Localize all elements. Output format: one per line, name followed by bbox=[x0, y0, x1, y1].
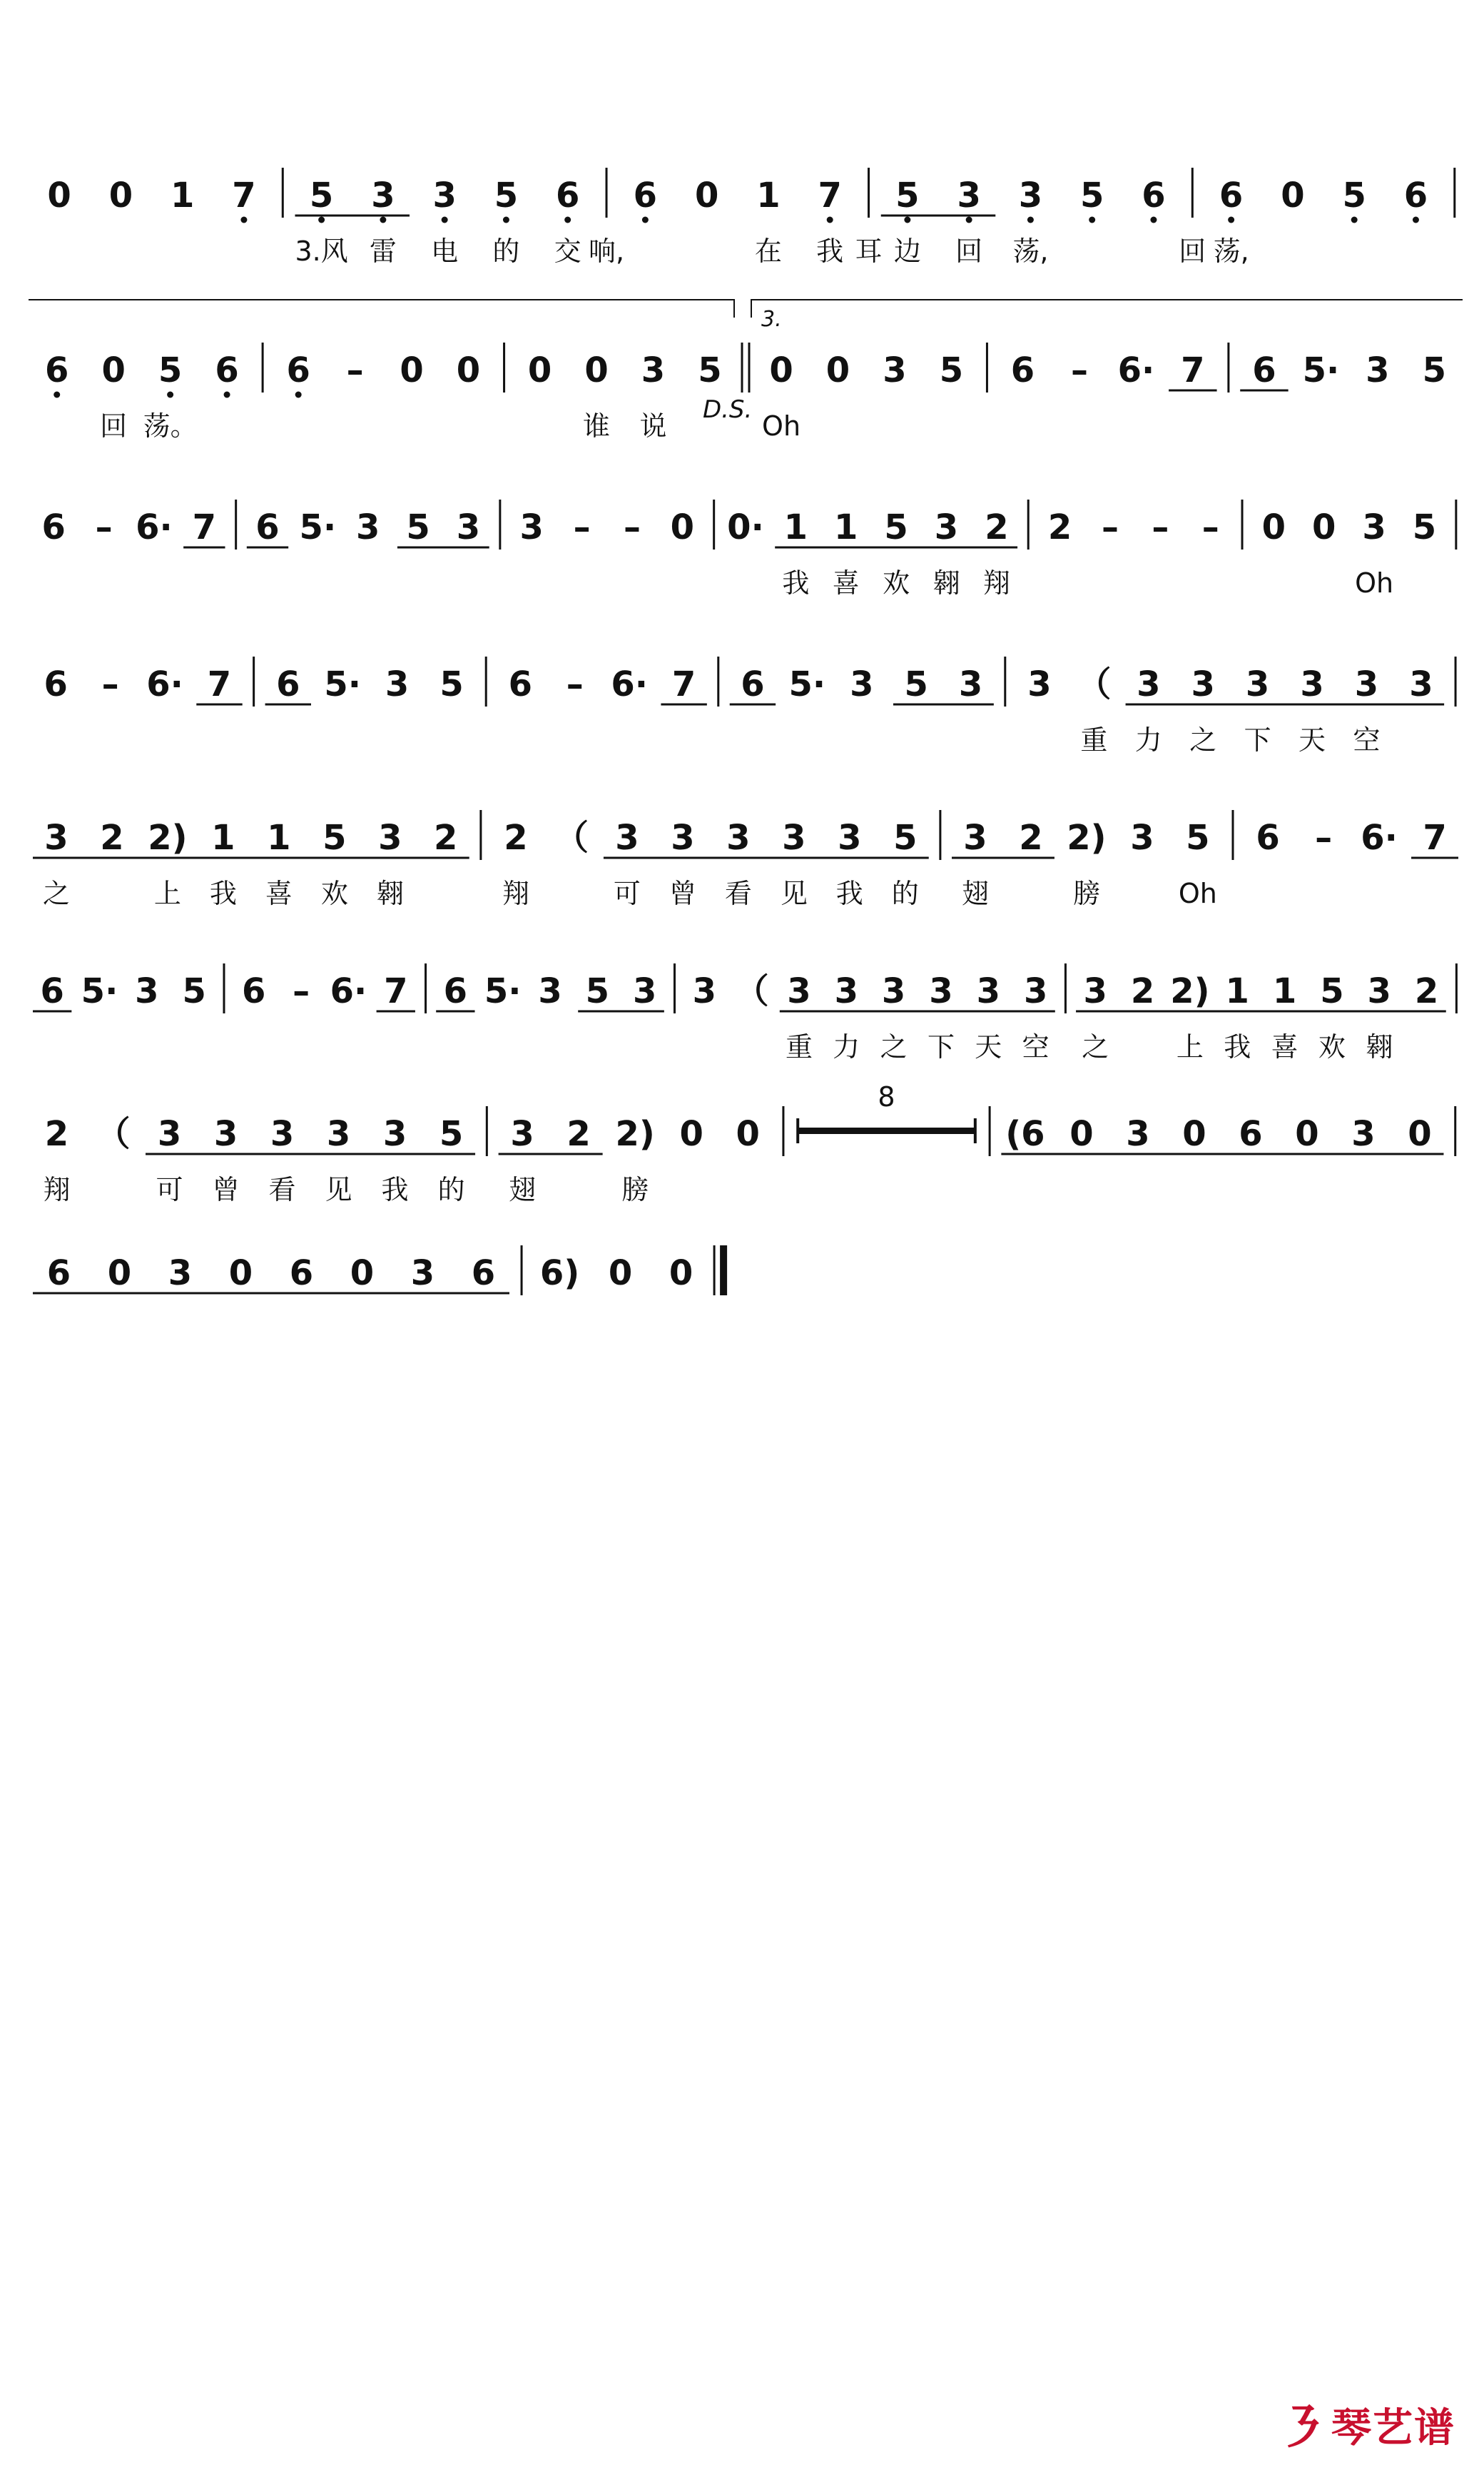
lyric: Oh bbox=[1355, 567, 1394, 599]
lyric: 荡, bbox=[1213, 236, 1249, 267]
note: – bbox=[293, 971, 310, 1011]
note: 0 bbox=[736, 1114, 760, 1154]
lyric: 喜 bbox=[1271, 1031, 1298, 1063]
low-octave-dot bbox=[54, 392, 60, 398]
note: 0 bbox=[1408, 1114, 1432, 1154]
note: 2 bbox=[100, 818, 124, 858]
note: 7 bbox=[192, 507, 217, 547]
note: 3 bbox=[963, 818, 987, 858]
note: 6 bbox=[1403, 176, 1428, 216]
lyric: 我 bbox=[782, 567, 810, 599]
lyric: 回 bbox=[955, 236, 983, 267]
multi-measure-rest-count: 8 bbox=[878, 1081, 895, 1113]
note: 5 bbox=[182, 971, 206, 1011]
lyric: 耳 bbox=[855, 236, 883, 267]
note: 3 bbox=[883, 350, 907, 390]
note: 6 bbox=[45, 350, 69, 390]
note: 6· bbox=[146, 664, 183, 704]
note: 0 bbox=[108, 176, 133, 216]
note: 6 bbox=[255, 507, 280, 547]
note: 1 bbox=[756, 176, 781, 216]
logo-text: 琴艺谱 bbox=[1331, 2405, 1455, 2451]
note: （ bbox=[554, 818, 589, 858]
low-octave-dot bbox=[240, 217, 247, 223]
note: 3 bbox=[1126, 1114, 1150, 1154]
note: 5 bbox=[939, 350, 964, 390]
note: （ bbox=[734, 971, 769, 1011]
note: 6 bbox=[215, 350, 239, 390]
lyric: 3.风 bbox=[295, 236, 348, 267]
lyric: 的 bbox=[437, 1174, 465, 1205]
low-octave-dot bbox=[1351, 217, 1358, 223]
note: 1 bbox=[211, 818, 235, 858]
lyric: 翔 bbox=[43, 1174, 71, 1205]
note: 6 bbox=[741, 664, 765, 704]
note: 2) bbox=[1067, 818, 1107, 858]
note: 6 bbox=[40, 971, 64, 1011]
note: 7 bbox=[232, 176, 256, 216]
low-octave-dot bbox=[1413, 217, 1419, 223]
note: 1 bbox=[170, 176, 195, 216]
note: – bbox=[623, 507, 641, 547]
lyric: 之 bbox=[1189, 724, 1217, 756]
note: 3 bbox=[456, 507, 481, 547]
lyric: 下 bbox=[927, 1031, 955, 1063]
note: 3 bbox=[519, 507, 544, 547]
low-octave-dot bbox=[904, 217, 910, 223]
note: 5 bbox=[494, 176, 519, 216]
note: 1 bbox=[267, 818, 291, 858]
note: 3 bbox=[671, 818, 695, 858]
note: （ bbox=[96, 1114, 131, 1154]
lyric: 我 bbox=[381, 1174, 409, 1205]
note: 5 bbox=[406, 507, 430, 547]
note: 3 bbox=[1354, 664, 1379, 704]
lyric: 下 bbox=[1244, 724, 1271, 756]
note: 0 bbox=[1295, 1114, 1319, 1154]
lyric: 空 bbox=[1353, 724, 1381, 756]
note: 6 bbox=[1142, 176, 1166, 216]
note: 5· bbox=[299, 507, 337, 547]
note: 3 bbox=[1409, 664, 1433, 704]
lyric: 欢 bbox=[320, 878, 348, 909]
note: 3 bbox=[385, 664, 410, 704]
lyric: 上 bbox=[1176, 1031, 1204, 1063]
lyric: 可 bbox=[156, 1174, 183, 1205]
note: 3 bbox=[1027, 664, 1052, 704]
note: 3 bbox=[1130, 818, 1154, 858]
note: 2 bbox=[985, 507, 1009, 547]
lyric: Oh bbox=[762, 410, 801, 442]
note: 5· bbox=[324, 664, 362, 704]
note: 0 bbox=[400, 350, 424, 390]
note: 6 bbox=[289, 1253, 314, 1293]
note: 0 bbox=[769, 350, 793, 390]
lyric: 天 bbox=[1298, 724, 1326, 756]
note: 6 bbox=[242, 971, 266, 1011]
note: 1 bbox=[783, 507, 808, 547]
note: 0 bbox=[825, 350, 850, 390]
note: 5 bbox=[585, 971, 610, 1011]
note: 2) bbox=[615, 1114, 655, 1154]
note: 3 bbox=[1245, 664, 1270, 704]
note: 2 bbox=[434, 818, 458, 858]
note: 3 bbox=[934, 507, 959, 547]
note: 5· bbox=[81, 971, 118, 1011]
note: 2 bbox=[1130, 971, 1155, 1011]
low-octave-dot bbox=[318, 217, 325, 223]
note: 3 bbox=[641, 350, 666, 390]
note: 0 bbox=[670, 507, 695, 547]
note: – bbox=[1070, 350, 1088, 390]
lyric: 可 bbox=[613, 878, 641, 909]
note: 5 bbox=[904, 664, 928, 704]
note: 5· bbox=[788, 664, 826, 704]
note: 3 bbox=[510, 1114, 534, 1154]
note: – bbox=[101, 664, 119, 704]
note: – bbox=[566, 664, 584, 704]
lyric: 重 bbox=[785, 1031, 813, 1063]
note: 5 bbox=[439, 664, 464, 704]
low-octave-dot bbox=[295, 392, 302, 398]
lyric: 响, bbox=[588, 236, 625, 267]
note: 0 bbox=[1069, 1114, 1094, 1154]
note: 6 bbox=[1239, 1114, 1263, 1154]
note: 5 bbox=[439, 1114, 464, 1154]
lyric: 欢 bbox=[883, 567, 910, 599]
lyric: 交 bbox=[554, 236, 581, 267]
note: 2) bbox=[148, 818, 188, 858]
note: 5 bbox=[895, 176, 920, 216]
lyric: 翅 bbox=[961, 878, 990, 909]
volta-first-ending bbox=[29, 300, 734, 318]
ds-mark: D.S. bbox=[702, 395, 753, 424]
note: 0 bbox=[584, 350, 609, 390]
lyric: 荡, bbox=[1012, 236, 1049, 267]
note: 3 bbox=[135, 971, 159, 1011]
low-octave-dot bbox=[827, 217, 833, 223]
lyric: 翅 bbox=[509, 1174, 537, 1205]
lyric: 看 bbox=[724, 878, 752, 909]
note: 6 bbox=[443, 971, 468, 1011]
note: 3 bbox=[787, 971, 811, 1011]
note: 3 bbox=[834, 971, 859, 1011]
volta-label: 3. bbox=[761, 307, 782, 332]
lyric: 回 bbox=[100, 410, 128, 442]
note: 1 bbox=[834, 507, 858, 547]
note: 5 bbox=[1412, 507, 1437, 547]
note: 0 bbox=[456, 350, 481, 390]
low-octave-dot bbox=[1228, 217, 1234, 223]
note: 6 bbox=[286, 350, 310, 390]
note: 3 bbox=[432, 176, 457, 216]
note: 3 bbox=[371, 176, 395, 216]
note: 7 bbox=[1423, 818, 1447, 858]
note: 0 bbox=[107, 1253, 132, 1293]
lyric: 我 bbox=[1224, 1031, 1251, 1063]
note: 0· bbox=[727, 507, 764, 547]
note: 6· bbox=[136, 507, 173, 547]
low-octave-dot bbox=[642, 217, 649, 223]
note: 0 bbox=[47, 176, 71, 216]
lyric: 的 bbox=[492, 236, 520, 267]
note: 3 bbox=[44, 818, 68, 858]
lyric: 在 bbox=[754, 236, 782, 267]
note: 5 bbox=[309, 176, 334, 216]
note: 5 bbox=[884, 507, 908, 547]
note: 3 bbox=[382, 1114, 407, 1154]
note: 6· bbox=[330, 971, 367, 1011]
note: 0 bbox=[1261, 507, 1286, 547]
note: 5 bbox=[1320, 971, 1344, 1011]
note: 3 bbox=[213, 1114, 238, 1154]
note: – bbox=[1101, 507, 1119, 547]
lyric: 欢 bbox=[1318, 1031, 1346, 1063]
note: 2 bbox=[1414, 971, 1439, 1011]
low-octave-dot bbox=[564, 217, 571, 223]
note: 5 bbox=[698, 350, 722, 390]
lyric: 雷 bbox=[369, 236, 397, 267]
note: 3 bbox=[1083, 971, 1107, 1011]
note: 3 bbox=[1362, 507, 1386, 547]
note: 5· bbox=[1302, 350, 1340, 390]
low-octave-dot bbox=[224, 392, 230, 398]
note: 2 bbox=[566, 1114, 591, 1154]
note: 0 bbox=[694, 176, 719, 216]
note: 3 bbox=[782, 818, 806, 858]
multi-measure-rest-bar bbox=[798, 1128, 975, 1134]
note: 0 bbox=[679, 1114, 703, 1154]
qinyipu-logo bbox=[1277, 2399, 1455, 2458]
note: – bbox=[95, 507, 113, 547]
note: 3 bbox=[1367, 971, 1391, 1011]
note: 3 bbox=[692, 971, 716, 1011]
note: 3 bbox=[410, 1253, 435, 1293]
note: 6 bbox=[41, 507, 66, 547]
lyric: 翔 bbox=[982, 567, 1010, 599]
note: 3 bbox=[1191, 664, 1215, 704]
lyric: 见 bbox=[780, 878, 808, 909]
note: 6 bbox=[1252, 350, 1276, 390]
low-octave-dot bbox=[1089, 217, 1095, 223]
note: 6 bbox=[471, 1253, 496, 1293]
note: 3 bbox=[976, 971, 1001, 1011]
note: 6 bbox=[1219, 176, 1244, 216]
note: 2 bbox=[44, 1114, 69, 1154]
lyric: 看 bbox=[268, 1174, 296, 1205]
note: 3 bbox=[356, 507, 380, 547]
lyric: 喜 bbox=[832, 567, 860, 599]
note: 6· bbox=[611, 664, 649, 704]
note: 3 bbox=[326, 1114, 351, 1154]
lyric: 喜 bbox=[265, 878, 293, 909]
lyric: 曾 bbox=[212, 1174, 240, 1205]
note: 3 bbox=[1023, 971, 1048, 1011]
note: 7 bbox=[384, 971, 408, 1011]
lyric: 上 bbox=[153, 878, 181, 909]
note: 0 bbox=[1281, 176, 1305, 216]
note: – bbox=[1152, 507, 1169, 547]
note: 5 bbox=[1342, 176, 1366, 216]
note: 7 bbox=[818, 176, 842, 216]
note: 3 bbox=[1366, 350, 1390, 390]
note: (6 bbox=[1005, 1114, 1045, 1154]
note: 6· bbox=[1117, 350, 1155, 390]
final-barline-thick bbox=[720, 1245, 727, 1295]
lyric: 力 bbox=[1134, 724, 1162, 756]
low-octave-dot bbox=[966, 217, 972, 223]
lyric: 重 bbox=[1080, 724, 1108, 756]
note: – bbox=[346, 350, 364, 390]
note: 5 bbox=[1422, 350, 1446, 390]
note: – bbox=[573, 507, 591, 547]
note: 0 bbox=[669, 1253, 693, 1293]
lyric: 谁 bbox=[583, 410, 611, 442]
note: 3 bbox=[1351, 1114, 1376, 1154]
note: 3 bbox=[850, 664, 874, 704]
note: 6) bbox=[539, 1253, 580, 1293]
note: 0 bbox=[228, 1253, 253, 1293]
note: 6 bbox=[1010, 350, 1035, 390]
note: 7 bbox=[1181, 350, 1205, 390]
note: 6 bbox=[555, 176, 580, 216]
note: 5 bbox=[1079, 176, 1104, 216]
lyric: 天 bbox=[975, 1031, 1002, 1063]
lyric: 空 bbox=[1022, 1031, 1050, 1063]
note: 0 bbox=[1182, 1114, 1206, 1154]
lyric: 边 bbox=[893, 236, 921, 267]
note: 3 bbox=[881, 971, 906, 1011]
lyric: 翱 bbox=[376, 878, 404, 909]
note: – bbox=[1315, 818, 1333, 858]
note: 3 bbox=[929, 971, 953, 1011]
lyric: 之 bbox=[42, 878, 70, 909]
lyric: 回 bbox=[1179, 236, 1206, 267]
note: – bbox=[1201, 507, 1219, 547]
note: 2 bbox=[1047, 507, 1072, 547]
note: （ bbox=[1077, 664, 1112, 704]
lyric: 膀 bbox=[621, 1174, 649, 1205]
note: 2 bbox=[504, 818, 528, 858]
lyric: 之 bbox=[1082, 1031, 1109, 1063]
note: 6 bbox=[276, 664, 300, 704]
low-octave-dot bbox=[1027, 217, 1034, 223]
note: 1 bbox=[1272, 971, 1297, 1011]
note: 3 bbox=[270, 1114, 295, 1154]
note: 3 bbox=[726, 818, 751, 858]
lyric: 之 bbox=[880, 1031, 908, 1063]
lyric: 翔 bbox=[502, 878, 530, 909]
note: 3 bbox=[1137, 664, 1161, 704]
note: 5 bbox=[1186, 818, 1210, 858]
lyric: 曾 bbox=[669, 878, 696, 909]
note: 6 bbox=[44, 664, 68, 704]
low-octave-dot bbox=[167, 392, 173, 398]
note: 0 bbox=[527, 350, 552, 390]
note: 3 bbox=[1018, 176, 1043, 216]
lyric: 电 bbox=[431, 236, 459, 267]
note: 7 bbox=[671, 664, 696, 704]
note: 6 bbox=[633, 176, 658, 216]
note: 3 bbox=[538, 971, 562, 1011]
lyric: 力 bbox=[833, 1031, 860, 1063]
note: 6 bbox=[1256, 818, 1280, 858]
note: 6 bbox=[508, 664, 533, 704]
note: 3 bbox=[168, 1253, 193, 1293]
note: 2 bbox=[1019, 818, 1043, 858]
note: 6 bbox=[46, 1253, 71, 1293]
lyric: 翱 bbox=[932, 567, 960, 599]
note: 3 bbox=[615, 818, 639, 858]
note: 5· bbox=[484, 971, 522, 1011]
volta-second-ending bbox=[751, 300, 1463, 318]
lyric: Oh bbox=[1178, 878, 1217, 909]
lyric: 我 bbox=[209, 878, 237, 909]
lyric: 说 bbox=[639, 410, 667, 442]
note: 0 bbox=[1312, 507, 1336, 547]
lyric: 我 bbox=[816, 236, 844, 267]
low-octave-dot bbox=[380, 217, 386, 223]
note: 0 bbox=[350, 1253, 375, 1293]
note: 3 bbox=[157, 1114, 182, 1154]
low-octave-dot bbox=[1150, 217, 1157, 223]
note: 6· bbox=[1361, 818, 1398, 858]
note: 2) bbox=[1170, 971, 1210, 1011]
note: 1 bbox=[1225, 971, 1249, 1011]
lyric: 膀 bbox=[1072, 878, 1100, 909]
note: 5 bbox=[322, 818, 347, 858]
note: 7 bbox=[207, 664, 232, 704]
lyric: 荡。 bbox=[143, 410, 198, 442]
note: 3 bbox=[958, 664, 983, 704]
lyric: 翱 bbox=[1366, 1031, 1393, 1063]
note: 3 bbox=[632, 971, 657, 1011]
low-octave-dot bbox=[503, 217, 509, 223]
lyric: 见 bbox=[325, 1174, 352, 1205]
lyric: 我 bbox=[835, 878, 863, 909]
note: 3 bbox=[1300, 664, 1324, 704]
note: 3 bbox=[957, 176, 981, 216]
note: 5 bbox=[158, 350, 183, 390]
note: 3 bbox=[838, 818, 862, 858]
logo-mark-icon: ㇋ bbox=[1277, 2399, 1327, 2458]
low-octave-dot bbox=[442, 217, 448, 223]
note: 5 bbox=[893, 818, 918, 858]
note: 3 bbox=[378, 818, 402, 858]
lyric: 的 bbox=[891, 878, 919, 909]
note: 0 bbox=[101, 350, 126, 390]
note: 0 bbox=[608, 1253, 633, 1293]
